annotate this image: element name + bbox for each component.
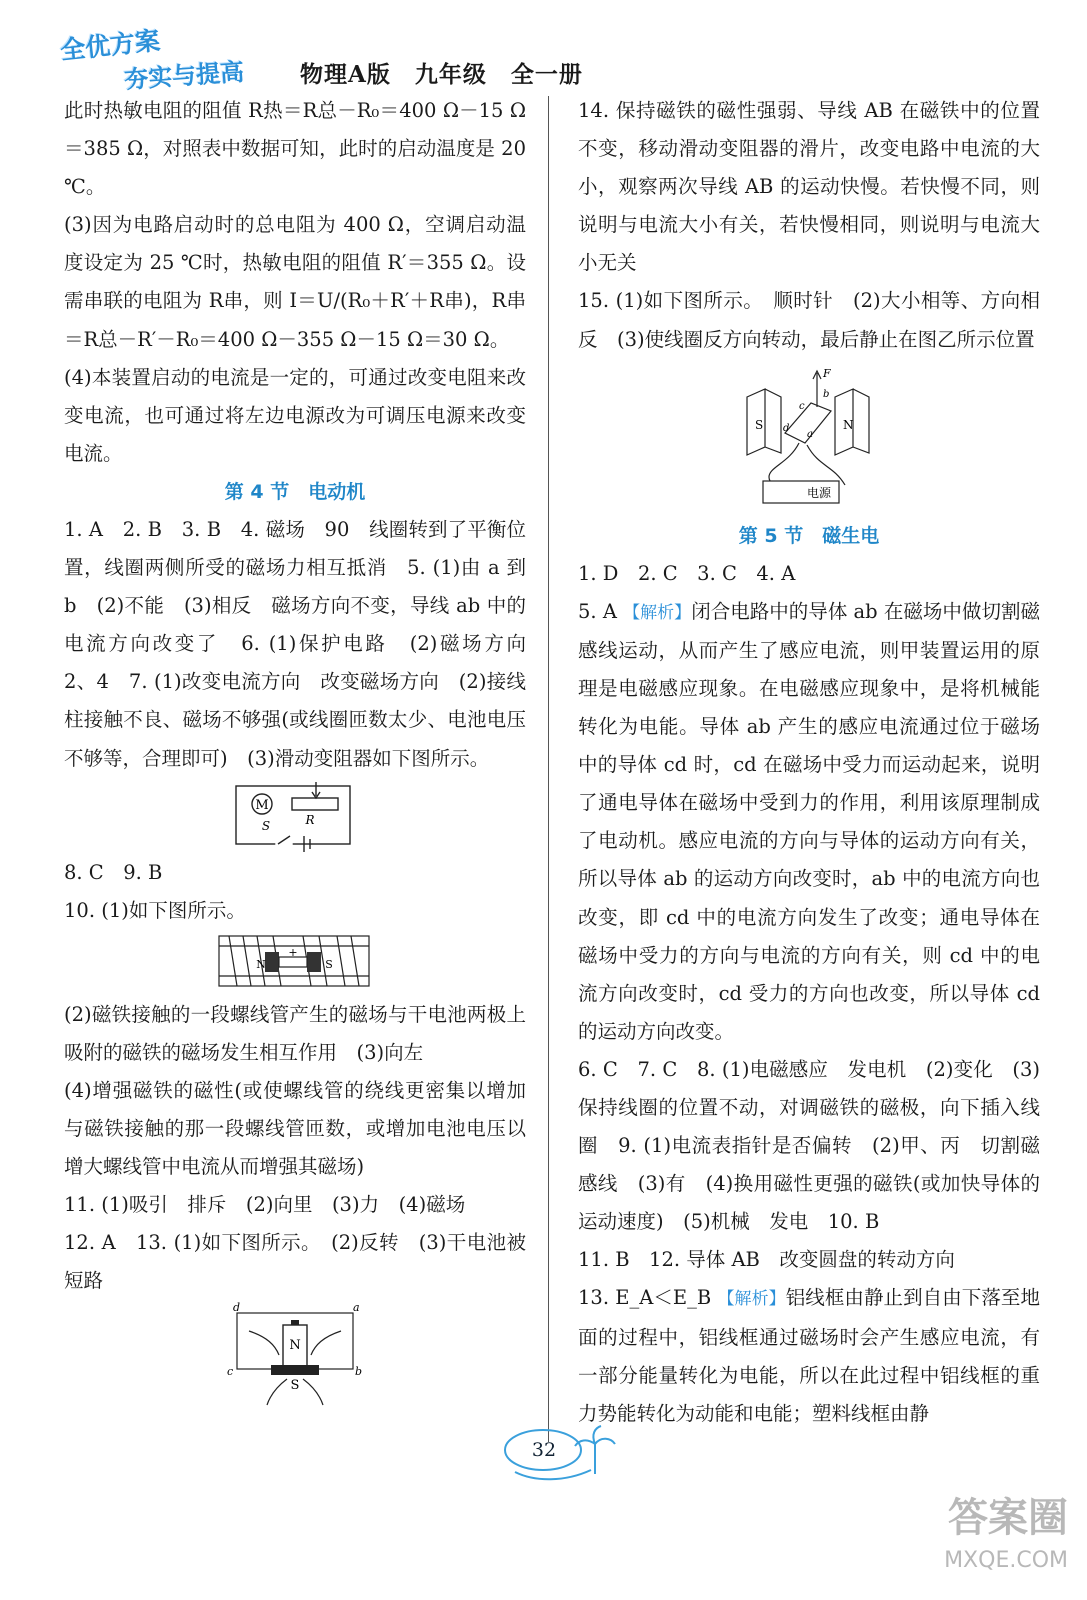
answer-paragraph: 14. 保持磁铁的磁性强弱、导线 AB 在磁铁中的位置不变，移动滑动变阻器的滑片，改变电路中电流的大小，观察两次导线 AB 的运动快慢。若快慢不同，则说明与电流大小有关，若快慢相同，则说明与电流大小无关 [578, 99, 1040, 275]
section-heading-4: 第 4 节 电动机 [224, 480, 366, 503]
book-title: 物理A版 九年级 全一册 [300, 61, 583, 88]
magnet-s-label: S [290, 1377, 300, 1393]
column-divider [548, 96, 549, 1442]
answer-paragraph: (3)因为电路启动时的总电阻为 400 Ω，空调启动温度设定为 25 ℃时，热敏电阻的阻值 R′＝355 Ω。设需串联的电阻为 R串，则 I＝U/(R₀＋R′＋R串)，R串＝R总－R′－R₀＝400 Ω－355 Ω－15 Ω＝30 Ω。 [64, 213, 526, 351]
magnet-s-label: S [755, 417, 764, 432]
coil-magnet-figure [739, 367, 879, 517]
magnet-n-label: N [256, 957, 266, 971]
answer-paragraph: 1. A 2. B 3. B 4. 磁场 90 线圈转到了平衡位置，线圈两侧所受的磁场力相互抵消 5. (1)由 a 到 b (2)不能 (3)相反 磁场方向不变，导线 ab 中的电流方向改变了 6. (1)保护电路 (2)磁场方向 2、4 7. (1)改变电流方向 改变磁场方向 (2)接线柱接触不良、磁场不够强(或线圈匝数太少、电池电压不够等，合理即可) (3)滑动变阻器如下图所示。 [64, 517, 546, 770]
answer-paragraph: 11. B 12. 导体 AB 改变圆盘的转动方向 [578, 1248, 955, 1272]
page-header [0, 0, 1087, 95]
magnet-n-label: N [843, 417, 854, 432]
answer-paragraph [578, 593, 1040, 1051]
coil-d-label: d [783, 422, 790, 434]
corner-a-label: a [353, 1300, 360, 1314]
site-watermark [872, 1490, 1068, 1590]
answer-lead: 5. A [578, 599, 617, 623]
corner-d-label: d [233, 1300, 241, 1314]
coil-b-label: b [823, 388, 830, 400]
watermark-text: 答案圈 [948, 1495, 1068, 1541]
answer-paragraph: 8. C 9. B [64, 860, 163, 884]
answer-paragraph: 此时热敏电阻的阻值 R热＝R总－R₀＝400 Ω－15 Ω＝385 Ω，对照表中数据可知，此时的启动温度是 20 ℃。 [64, 99, 526, 199]
switch-label: S [261, 818, 271, 833]
series-logo [58, 25, 270, 95]
battery-field-figure [227, 1301, 363, 1409]
answer-paragraph: 15. (1)如下图所示。 顺时针 (2)大小相等、方向相反 (3)使线圈反方向转动，最后静止在图乙所示位置 [578, 289, 1040, 351]
answer-paragraph: (4)本装置启动的电流是一定的，可通过改变电阻来改变电流，也可通过将左边电源改为可调压电源来改变电流。 [64, 365, 526, 465]
answer-paragraph: (2)磁铁接触的一段螺线管产生的磁场与干电池两极上吸附的磁铁的磁场发生相互作用 (3)向左 [64, 1002, 526, 1064]
logo-line1: 全优方案 [58, 25, 162, 66]
answer-paragraph: 1. D 2. C 3. C 4. A [578, 561, 796, 585]
right-column [578, 92, 1040, 1433]
power-source-label: 电源 [806, 485, 832, 500]
force-f-label: F [823, 366, 831, 380]
answer-paragraph: (4)增强磁铁的磁性(或使螺线管的绕线更密集以增加与磁铁接触的那一段螺线管匝数，或增加电池电压以增大螺线管中电流从而增强其磁场) [64, 1078, 526, 1179]
answer-paragraph: 6. C 7. C 8. (1)电磁感应 发电机 (2)变化 (3)保持线圈的位置不动，对调磁铁的磁极，向下插入线圈 9. (1)电流表指针是否偏转 (2)甲、丙 切割磁感线 (3)有 (4)换用磁性更强的磁铁(或加快导体的运动速度) (5)机械 发电 10. B [578, 1057, 1040, 1234]
coil-c-label: c [799, 400, 805, 412]
page-number: 32 [531, 1439, 557, 1461]
analysis-tag: 【解析】 [623, 602, 692, 623]
corner-b-label: b [355, 1364, 363, 1378]
battery-plus-label: + [288, 945, 298, 959]
magnet-s-label: S [325, 957, 333, 971]
left-column [64, 92, 546, 1409]
answer-paragraph: 12. A 13. (1)如下图所示。 (2)反转 (3)干电池被短路 [64, 1231, 526, 1293]
answer-paragraph [578, 1279, 1040, 1432]
answer-paragraph: 10. (1)如下图所示。 [64, 898, 246, 922]
solenoid-magnet-figure [215, 930, 375, 996]
logo-line2: 夯实与提高 [123, 57, 246, 95]
motor-label: M [255, 797, 269, 813]
coil-a-label: a [807, 428, 813, 440]
rheostat-label: R [305, 812, 315, 827]
analysis-text: 闭合电路中的导体 ab 在磁场中做切割磁感线运动，从而产生了感应电流，则甲装置运用的原理是电磁感应现象。在电磁感应现象中，是将机械能转化为电能。导体 ab 产生的感应电流通过位于磁场中的导体 cd 时，cd 在磁场中受力而运动起来，说明了通电导体在磁场中受到力的作用，利用该原理制成了电动机。感应电流的方向与导体的运动方向有关，所以导体 ab 的运动方向改变时，ab 中的电流方向也改变，即 cd 中的电流方向发生了改变；通电导体在磁场中受力的方向与电流的方向有关，则 cd 中的电流方向改变时，cd 受力的方向也改变，所以导体 cd 的运动方向改变。 [578, 599, 1040, 1043]
corner-c-label: c [227, 1364, 234, 1378]
analysis-text: 铝线框由静止到自由下落至地面的过程中，铝线框通过磁场时会产生感应电流，有一部分能量转化为电能，所以在此过程中铝线框的重力势能转化为动能和电能；塑料线框由静 [578, 1286, 1040, 1425]
section-heading-5: 第 5 节 磁生电 [738, 524, 880, 547]
answer-paragraph: 11. (1)吸引 排斥 (2)向里 (3)力 (4)磁场 [64, 1193, 466, 1217]
analysis-tag: 【解析】 [717, 1289, 786, 1310]
watermark-url: MXQE.COM [944, 1548, 1068, 1573]
magnet-n-label: N [289, 1337, 301, 1353]
answer-lead: 13. E_A＜E_B [578, 1286, 712, 1310]
motor-circuit-figure [230, 778, 360, 854]
